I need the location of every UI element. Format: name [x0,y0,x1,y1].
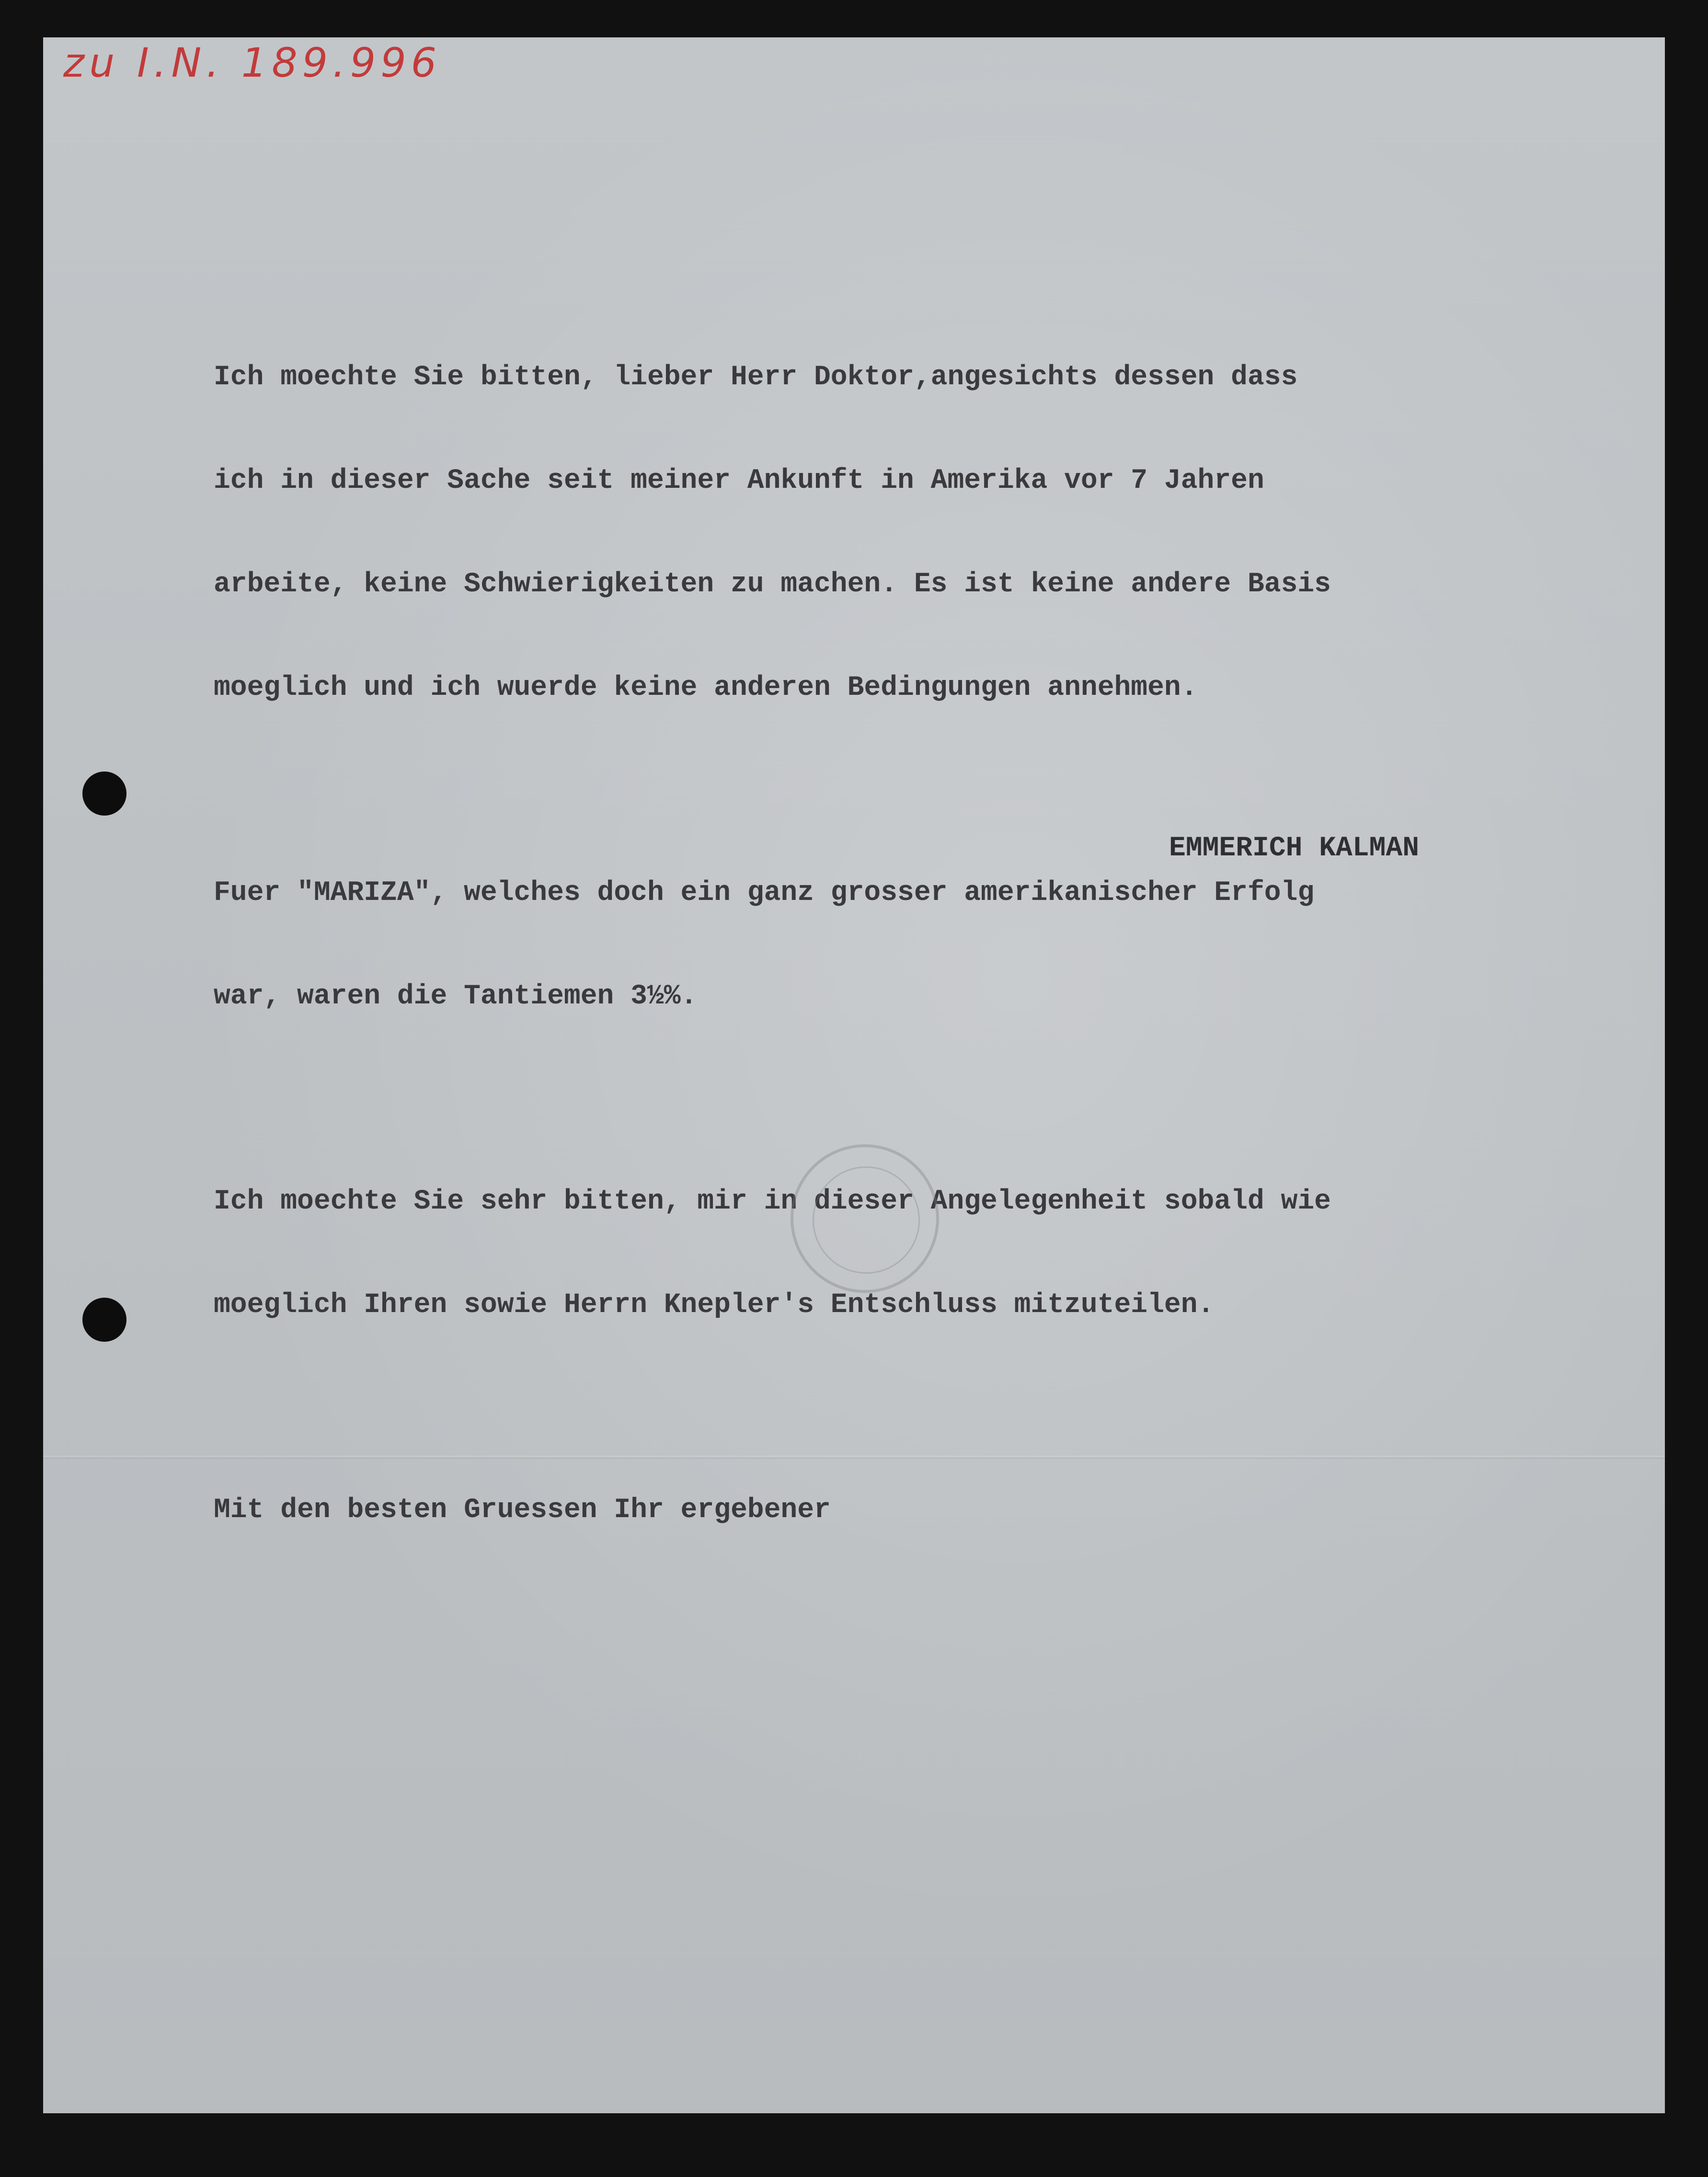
closing-line [214,1424,1579,1597]
text-line: Ich moechte Sie sehr bitten, mir in dieser Angelegenheit sobald wie [214,1186,1331,1217]
text-line: moeglich und ich wuerde keine anderen Bedingungen annehmen. [214,672,1198,703]
letter-body [214,291,1579,1629]
text-line: arbeite, keine Schwierigkeiten zu machen. Es ist keine andere Basis [214,569,1331,600]
text-line: Fuer "MARIZA", welches doch ein ganz grosser amerikanischer Erfolg [214,877,1315,909]
text-line: war, waren die Tantiemen 3½%. [214,981,698,1012]
text-line: moeglich Ihren sowie Herrn Knepler's Entschluss mitzuteilen. [214,1290,1215,1321]
inventory-number-annotation: zu I.N. 189.996 [63,39,442,86]
paragraph-request [214,291,1579,774]
letter-page [43,37,1665,2113]
text-line: ich in dieser Sache seit meiner Ankunft in Amerika vor 7 Jahren [214,465,1264,496]
text-line: Mit den besten Gruessen Ihr ergebener [214,1495,831,1526]
punch-hole-bottom [82,1298,126,1342]
typed-signature: EMMERICH KALMAN [1169,833,1420,864]
punch-hole-top [82,772,126,816]
archive-seal-stamp [791,1144,939,1293]
text-line: Ich moechte Sie bitten, lieber Herr Doktor,angesichts dessen dass [214,362,1298,393]
